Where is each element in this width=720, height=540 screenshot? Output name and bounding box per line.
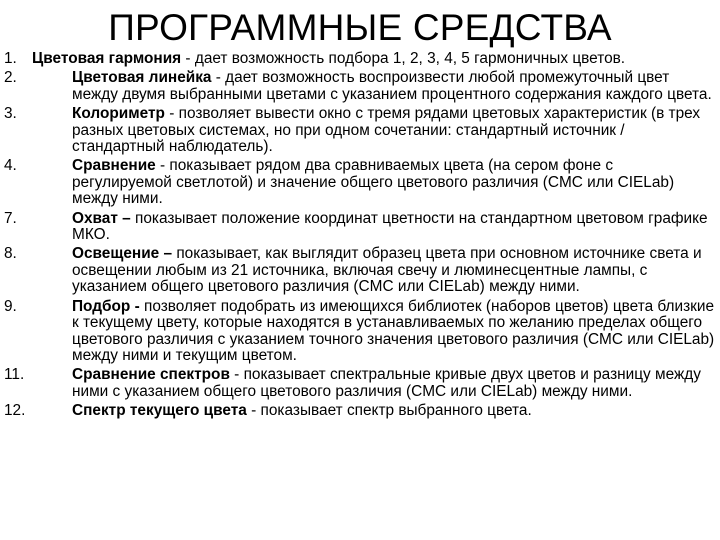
item-description: - показывает спектральные кривые двух цветов и разницу между ними с указанием общего цветового различия (CMC или CIELab) между ними. bbox=[72, 366, 701, 400]
item-term: Охват – bbox=[72, 209, 131, 227]
item-number: 4. bbox=[4, 157, 17, 175]
list-item bbox=[4, 367, 716, 400]
slide-title: ПРОГРАММНЫЕ СРЕДСТВА bbox=[108, 7, 612, 48]
item-number: 2. bbox=[4, 69, 17, 87]
item-number: 7. bbox=[4, 209, 17, 227]
item-description: - дает возможность подбора 1, 2, 3, 4, 5 гармоничных цветов. bbox=[181, 50, 626, 67]
item-description: показывает, как выглядит образец цвета при основном источнике света и освещении любым из 21 источника, включая свечу и люминесцентные лампы, с указанием общего цветового различия (CMC или CIELab) между ними. bbox=[72, 245, 702, 296]
list-item bbox=[4, 299, 716, 365]
list-item bbox=[4, 158, 716, 207]
item-term: Спектр текущего цвета bbox=[72, 402, 247, 420]
item-term: Колориметр bbox=[72, 105, 165, 123]
item-number: 8. bbox=[4, 245, 17, 263]
item-number: 11. bbox=[4, 366, 25, 384]
item-description: показывает положение координат цветности на стандартном цветовом графике МКО. bbox=[72, 209, 708, 244]
item-description: позволяет подобрать из имеющихся библиотек (наборов цветов) цвета близкие к текущему цвету, которые находятся в устанавливаемых по желанию пределах общего цветового различия с указанием точного значения цветового различия (CMC или CIELab) между ними и текущим цветом. bbox=[72, 297, 715, 364]
list-item bbox=[4, 70, 716, 103]
item-number: 1. bbox=[4, 50, 17, 67]
list-item bbox=[4, 211, 716, 244]
item-number: 9. bbox=[4, 297, 17, 315]
list-item bbox=[4, 51, 716, 67]
item-term: Цветовая линейка bbox=[72, 69, 212, 87]
item-description: - дает возможность воспроизвести любой промежуточный цвет между двумя выбранными цветами с указанием процентного содержания каждого цвета. bbox=[72, 69, 712, 103]
list-item bbox=[4, 246, 716, 295]
feature-list bbox=[4, 51, 716, 423]
list-item bbox=[4, 403, 716, 419]
item-description: - показывает рядом два сравниваемых цвета (на сером фоне с регулируемой светлотой) и значение общего цветового различия (CMC или CIELab) между ними. bbox=[72, 157, 675, 208]
item-term: Сравнение спектров bbox=[72, 366, 230, 384]
item-number: 12. bbox=[4, 402, 26, 420]
item-term: Освещение – bbox=[72, 245, 173, 263]
item-term: Подбор - bbox=[72, 297, 140, 315]
item-description: - показывает спектр выбранного цвета. bbox=[246, 402, 532, 420]
list-item bbox=[4, 106, 716, 155]
item-term: Цветовая гармония bbox=[32, 50, 182, 67]
item-term: Сравнение bbox=[72, 157, 156, 175]
item-description: - позволяет вывести окно с тремя рядами цветовых характеристик (в трех разных цветовых системах, но при одном сочетании: стандартный источник /стандартный наблюдатель). bbox=[72, 105, 701, 156]
item-number: 3. bbox=[4, 105, 17, 123]
